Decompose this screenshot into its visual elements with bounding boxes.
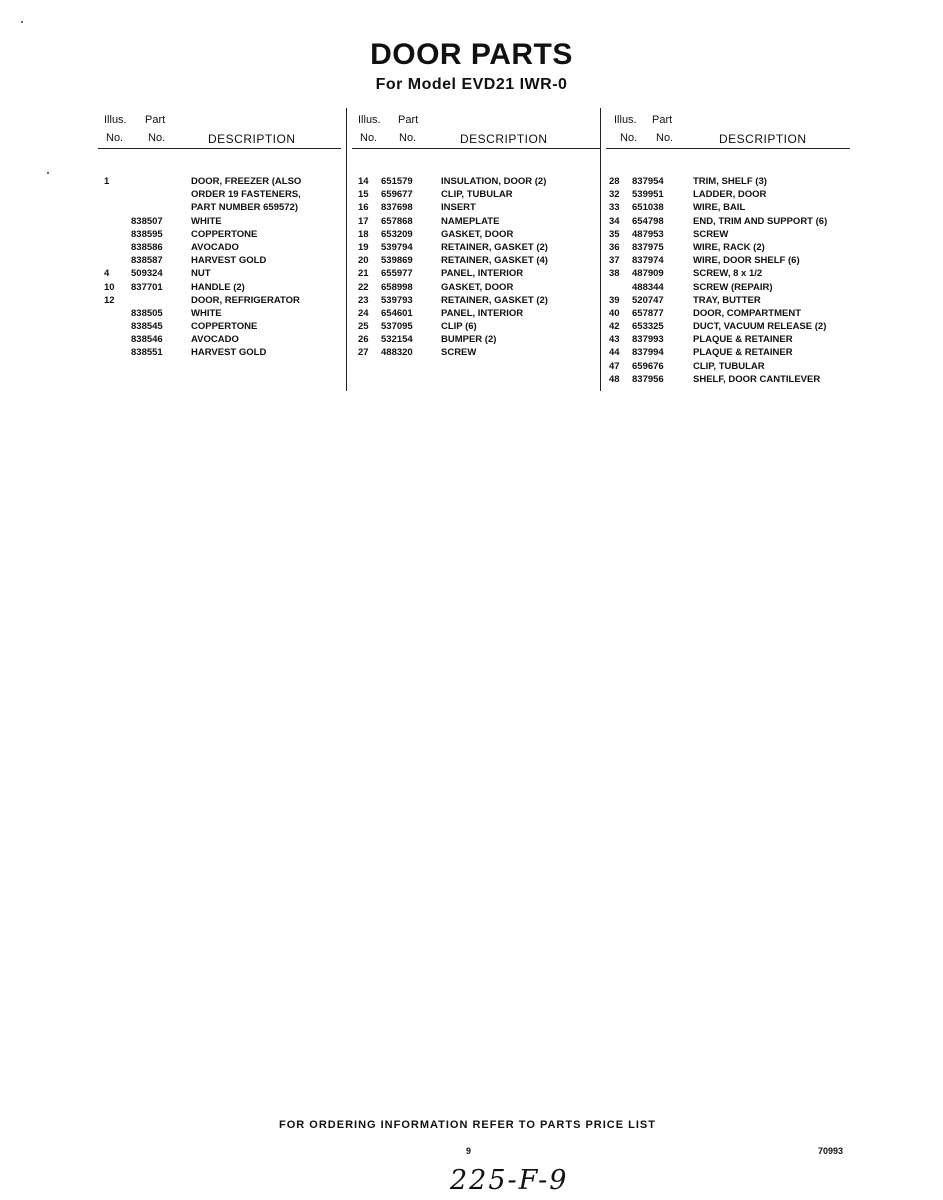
page-number: 9 xyxy=(466,1146,472,1156)
part-number: 657877 xyxy=(632,307,664,319)
part-description: COPPERTONE xyxy=(191,321,258,333)
part-description: DOOR, REFRIGERATOR xyxy=(191,294,300,306)
table-header xyxy=(352,112,600,149)
part-number: 488320 xyxy=(381,347,413,359)
part-number: 838507 xyxy=(131,215,163,227)
part-description: PLAQUE & RETAINER xyxy=(693,347,793,359)
part-description: INSULATION, DOOR (2) xyxy=(441,176,547,187)
illus-number: 34 xyxy=(609,215,620,227)
table-row xyxy=(352,295,600,308)
illus-header: Illus. xyxy=(614,114,637,126)
illus-number: 47 xyxy=(609,360,620,372)
part-number: 654601 xyxy=(381,307,413,319)
table-row xyxy=(352,334,600,347)
table-row xyxy=(352,282,600,295)
table-header xyxy=(606,112,850,149)
part-description: GASKET, DOOR xyxy=(441,281,514,293)
part-description: SCREW (REPAIR) xyxy=(693,281,773,293)
table-row xyxy=(98,216,341,229)
table-row xyxy=(606,308,850,321)
table-row xyxy=(98,347,341,360)
part-number: 659677 xyxy=(381,189,413,201)
part-description: CLIP (6) xyxy=(441,321,477,333)
header-rule xyxy=(98,148,341,149)
parts-table-section-1 xyxy=(98,112,341,361)
part-number: 837698 xyxy=(381,202,413,214)
illus-number: 26 xyxy=(358,334,369,346)
part-description: CLIP, TUBULAR xyxy=(693,360,765,372)
illus-number: 37 xyxy=(609,255,620,267)
part-number: 537095 xyxy=(381,321,413,333)
table-row xyxy=(98,321,341,334)
part-number: 838595 xyxy=(131,228,163,240)
part-number: 539793 xyxy=(381,294,413,306)
part-number: 654798 xyxy=(632,215,664,227)
description-header: DESCRIPTION xyxy=(719,132,807,146)
column-divider xyxy=(346,108,347,391)
table-header xyxy=(98,112,341,149)
part-number: 838546 xyxy=(131,334,163,346)
illus-number: 28 xyxy=(609,176,620,187)
part-number: 658998 xyxy=(381,281,413,293)
part-header: Part xyxy=(652,114,673,126)
part-number: 657868 xyxy=(381,215,413,227)
part-description: SCREW xyxy=(441,347,477,359)
description-header: DESCRIPTION xyxy=(460,132,548,146)
table-row xyxy=(352,202,600,215)
part-number: 837994 xyxy=(632,347,664,359)
part-description: PANEL, INTERIOR xyxy=(441,268,524,280)
part-number: 837956 xyxy=(632,373,664,385)
part-description: SHELF, DOOR CANTILEVER xyxy=(693,373,821,385)
parts-table-section-3 xyxy=(606,112,850,387)
illus-number: 40 xyxy=(609,307,620,319)
part-header: Part xyxy=(145,114,166,126)
illus-number: 12 xyxy=(104,294,115,306)
illus-header: Illus. xyxy=(358,114,381,126)
part-number: 520747 xyxy=(632,294,664,306)
handwritten-note: 225-F-9 xyxy=(450,1165,569,1196)
part-description: NAMEPLATE xyxy=(441,215,500,227)
table-row xyxy=(606,295,850,308)
illus-number: 22 xyxy=(358,281,369,293)
table-row xyxy=(352,242,600,255)
ordering-note: FOR ORDERING INFORMATION REFER TO PARTS PRICE LIST xyxy=(279,1119,656,1131)
part-description: TRAY, BUTTER xyxy=(693,294,761,306)
description-header: DESCRIPTION xyxy=(208,132,296,146)
part-no-header: No. xyxy=(148,132,166,144)
illus-no-header: No. xyxy=(360,132,378,144)
part-number: 838545 xyxy=(131,321,163,333)
part-description: WHITE xyxy=(191,215,222,227)
part-number: 539869 xyxy=(381,255,413,267)
illus-no-header: No. xyxy=(620,132,638,144)
illus-number: 19 xyxy=(358,241,369,253)
table-row xyxy=(98,176,341,189)
part-description: CLIP, TUBULAR xyxy=(441,189,513,201)
part-description: INSERT xyxy=(441,202,476,214)
part-number: 837954 xyxy=(632,176,664,187)
part-description: RETAINER, GASKET (4) xyxy=(441,255,548,267)
part-description: HARVEST GOLD xyxy=(191,255,267,267)
table-row xyxy=(98,295,341,308)
part-description: RETAINER, GASKET (2) xyxy=(441,241,548,253)
table-row xyxy=(606,321,850,334)
table-row xyxy=(606,268,850,281)
part-number: 837974 xyxy=(632,255,664,267)
illus-no-header: No. xyxy=(106,132,124,144)
illus-number: 24 xyxy=(358,307,369,319)
part-number: 653325 xyxy=(632,321,664,333)
part-description: DOOR, COMPARTMENT xyxy=(693,307,802,319)
table-row xyxy=(352,347,600,360)
illus-number: 43 xyxy=(609,334,620,346)
part-number: 838505 xyxy=(131,307,163,319)
table-row xyxy=(352,229,600,242)
illus-number: 14 xyxy=(358,176,369,187)
part-description: TRIM, SHELF (3) xyxy=(693,176,767,187)
illus-number: 1 xyxy=(104,176,110,187)
table-row xyxy=(606,189,850,202)
table-row xyxy=(98,268,341,281)
part-description: NUT xyxy=(191,268,211,280)
part-description: SCREW, 8 x 1/2 xyxy=(693,268,763,280)
illus-number: 16 xyxy=(358,202,369,214)
parts-table-section-2 xyxy=(352,112,600,361)
parts-rows xyxy=(352,176,600,361)
table-row xyxy=(352,321,600,334)
part-no-header: No. xyxy=(399,132,417,144)
illus-number: 48 xyxy=(609,373,620,385)
part-header: Part xyxy=(398,114,419,126)
table-row xyxy=(352,255,600,268)
part-no-header: No. xyxy=(656,132,674,144)
illus-number: 17 xyxy=(358,215,369,227)
part-number: 487909 xyxy=(632,268,664,280)
part-number: 539951 xyxy=(632,189,664,201)
part-description: AVOCADO xyxy=(191,334,239,346)
part-number: 653209 xyxy=(381,228,413,240)
part-description: PANEL, INTERIOR xyxy=(441,307,524,319)
part-number: 651579 xyxy=(381,176,413,187)
part-number: 487953 xyxy=(632,228,664,240)
illus-number: 4 xyxy=(104,268,110,280)
part-number: 532154 xyxy=(381,334,413,346)
table-row xyxy=(98,229,341,242)
parts-rows xyxy=(606,176,850,387)
part-description: WIRE, RACK (2) xyxy=(693,241,765,253)
illus-header: Illus. xyxy=(104,114,127,126)
illus-number: 18 xyxy=(358,228,369,240)
table-row xyxy=(352,216,600,229)
part-description: BUMPER (2) xyxy=(441,334,497,346)
part-description: DOOR, FREEZER (ALSO xyxy=(191,176,302,187)
table-row xyxy=(98,282,341,295)
column-divider xyxy=(600,108,601,391)
illus-number: 32 xyxy=(609,189,620,201)
page-title: DOOR PARTS xyxy=(370,38,573,71)
part-number: 837701 xyxy=(131,281,163,293)
table-row xyxy=(606,216,850,229)
part-description: HARVEST GOLD xyxy=(191,347,267,359)
table-row xyxy=(98,308,341,321)
part-number: 837975 xyxy=(632,241,664,253)
table-row xyxy=(606,347,850,360)
part-description: HANDLE (2) xyxy=(191,281,245,293)
part-number: 488344 xyxy=(632,281,664,293)
table-row xyxy=(98,255,341,268)
illus-number: 44 xyxy=(609,347,620,359)
illus-number: 38 xyxy=(609,268,620,280)
illus-number: 27 xyxy=(358,347,369,359)
header-rule xyxy=(352,148,600,149)
part-number: 838586 xyxy=(131,241,163,253)
part-description: WIRE, BAIL xyxy=(693,202,746,214)
part-description: WHITE xyxy=(191,307,222,319)
illus-number: 10 xyxy=(104,281,115,293)
illus-number: 39 xyxy=(609,294,620,306)
part-number: 837993 xyxy=(632,334,664,346)
part-description: PART NUMBER 659572) xyxy=(191,202,298,214)
part-description: AVOCADO xyxy=(191,241,239,253)
illus-number: 25 xyxy=(358,321,369,333)
part-number: 655977 xyxy=(381,268,413,280)
table-row xyxy=(352,308,600,321)
part-description: GASKET, DOOR xyxy=(441,228,514,240)
scan-speck xyxy=(47,172,49,174)
table-row xyxy=(98,334,341,347)
table-row xyxy=(606,202,850,215)
part-description: COPPERTONE xyxy=(191,228,258,240)
table-row xyxy=(606,176,850,189)
table-row xyxy=(98,189,341,202)
illus-number: 15 xyxy=(358,189,369,201)
table-row xyxy=(606,361,850,374)
part-number: 651038 xyxy=(632,202,664,214)
table-row xyxy=(606,374,850,387)
table-row xyxy=(352,268,600,281)
part-description: ORDER 19 FASTENERS, xyxy=(191,189,301,201)
table-row xyxy=(606,334,850,347)
part-number: 659676 xyxy=(632,360,664,372)
illus-number: 42 xyxy=(609,321,620,333)
document-number: 70993 xyxy=(818,1146,844,1156)
illus-number: 23 xyxy=(358,294,369,306)
model-subtitle: For Model EVD21 IWR-0 xyxy=(375,76,568,93)
table-row xyxy=(98,202,341,215)
table-row xyxy=(606,242,850,255)
illus-number: 20 xyxy=(358,255,369,267)
part-number: 838551 xyxy=(131,347,163,359)
part-description: END, TRIM AND SUPPORT (6) xyxy=(693,215,828,227)
part-number: 539794 xyxy=(381,241,413,253)
table-row xyxy=(606,282,850,295)
table-row xyxy=(606,255,850,268)
part-description: RETAINER, GASKET (2) xyxy=(441,294,548,306)
parts-rows xyxy=(98,176,341,361)
illus-number: 35 xyxy=(609,228,620,240)
part-number: 838587 xyxy=(131,255,163,267)
table-row xyxy=(606,229,850,242)
part-number: 509324 xyxy=(131,268,163,280)
table-row xyxy=(352,189,600,202)
part-description: SCREW xyxy=(693,228,729,240)
illus-number: 33 xyxy=(609,202,620,214)
header-rule xyxy=(606,148,850,149)
part-description: WIRE, DOOR SHELF (6) xyxy=(693,255,800,267)
part-description: DUCT, VACUUM RELEASE (2) xyxy=(693,321,827,333)
illus-number: 21 xyxy=(358,268,369,280)
part-description: LADDER, DOOR xyxy=(693,189,767,201)
scan-speck xyxy=(21,21,23,23)
table-row xyxy=(98,242,341,255)
table-row xyxy=(352,176,600,189)
part-description: PLAQUE & RETAINER xyxy=(693,334,793,346)
illus-number: 36 xyxy=(609,241,620,253)
